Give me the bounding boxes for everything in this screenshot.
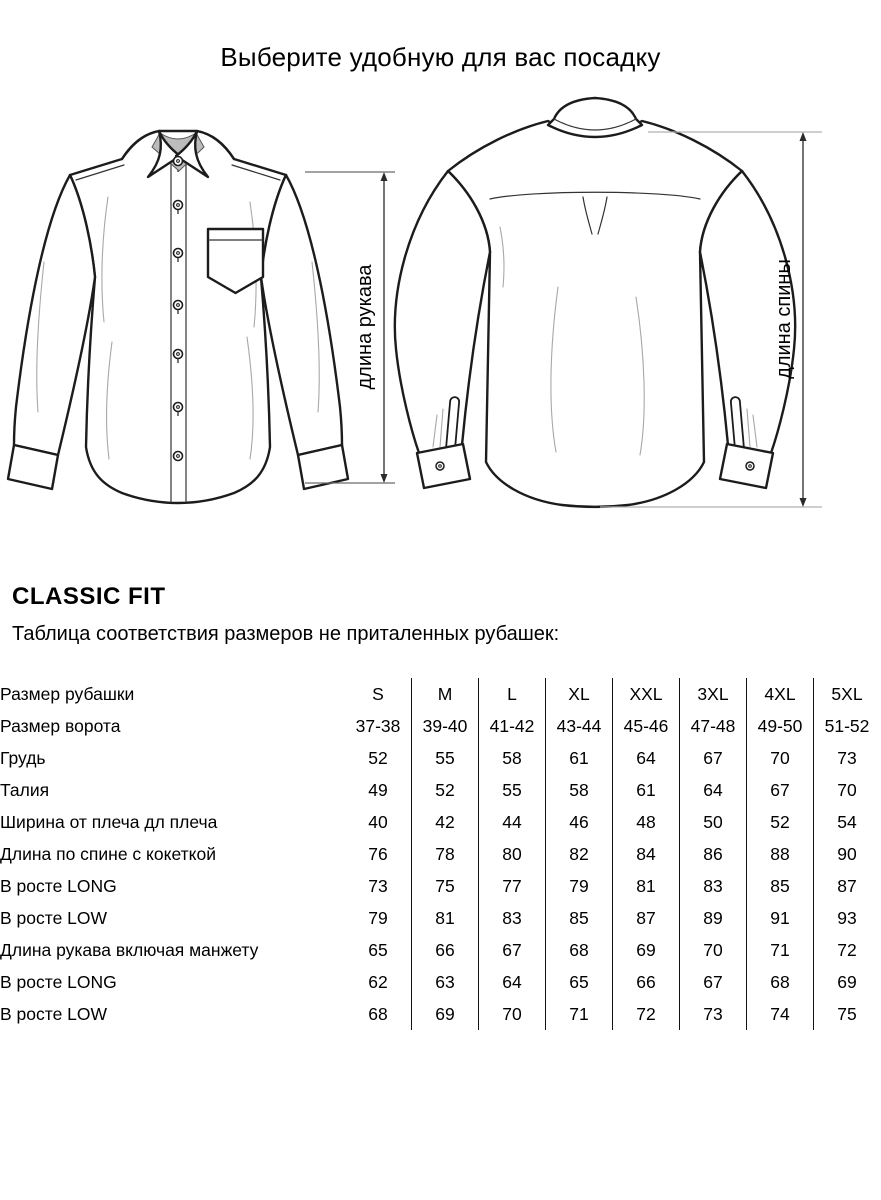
size-value-cell: 65 (368, 939, 388, 960)
size-value-cell: 87 (814, 870, 881, 902)
table-row (0, 998, 880, 1030)
size-value-cell: 64 (479, 966, 546, 998)
row-label: Длина рукава включая манжету (0, 939, 259, 960)
shirt-back-drawing (395, 98, 795, 507)
size-value-cell: 55 (479, 774, 546, 806)
size-value-cell: 81 (412, 902, 479, 934)
size-value-cell: 4XL (747, 678, 814, 710)
size-value-cell: 74 (747, 998, 814, 1030)
size-value-cell: XXL (613, 678, 680, 710)
size-value-cell: 79 (368, 907, 388, 928)
table-row (0, 710, 880, 742)
size-value-cell: S (372, 683, 384, 704)
size-value-cell: 44 (479, 806, 546, 838)
size-value-cell: 58 (479, 742, 546, 774)
row-label: Грудь (0, 747, 46, 768)
size-value-cell: 69 (412, 998, 479, 1030)
size-value-cell: 49-50 (747, 710, 814, 742)
size-value-cell: 80 (479, 838, 546, 870)
arrowhead-up (381, 172, 388, 181)
size-value-cell: 73 (814, 742, 881, 774)
row-label: В росте LOW (0, 1003, 108, 1024)
size-value-cell: 67 (680, 966, 747, 998)
row-label: Талия (0, 779, 50, 800)
size-value-cell: L (479, 678, 546, 710)
row-label: Размер рубашки (0, 683, 135, 704)
table-caption: Таблица соответствия размеров не приталенных рубашек: (12, 623, 560, 645)
table-row (0, 774, 880, 806)
size-value-cell: 78 (412, 838, 479, 870)
size-value-cell: 71 (546, 998, 613, 1030)
row-label: В росте LONG (0, 875, 117, 896)
size-value-cell: 48 (613, 806, 680, 838)
size-value-cell: 91 (747, 902, 814, 934)
size-value-cell: 68 (546, 934, 613, 966)
size-value-cell: 65 (546, 966, 613, 998)
size-value-cell: 52 (412, 774, 479, 806)
size-value-cell: 68 (747, 966, 814, 998)
size-value-cell: 40 (368, 811, 388, 832)
size-value-cell: 79 (546, 870, 613, 902)
size-value-cell: 63 (412, 966, 479, 998)
size-value-cell: 85 (546, 902, 613, 934)
table-row (0, 934, 880, 966)
size-value-cell: 73 (368, 875, 388, 896)
size-value-cell: 62 (368, 971, 388, 992)
size-value-cell: 70 (479, 998, 546, 1030)
size-value-cell: 87 (613, 902, 680, 934)
shirt-back-body (448, 121, 742, 507)
sleeve-length-label: длина рукава (354, 264, 376, 390)
size-value-cell: 43-44 (546, 710, 613, 742)
size-value-cell: 70 (814, 774, 881, 806)
size-value-cell: 52 (747, 806, 814, 838)
page-title: Выберите удобную для вас посадку (220, 42, 661, 72)
table-row (0, 870, 880, 902)
size-value-cell: 46 (546, 806, 613, 838)
size-value-cell: 61 (546, 742, 613, 774)
size-value-cell: 72 (814, 934, 881, 966)
size-value-cell: 68 (368, 1003, 388, 1024)
size-value-cell: 84 (613, 838, 680, 870)
size-value-cell: 58 (546, 774, 613, 806)
back-collar (548, 98, 642, 137)
shirt-diagrams (0, 87, 881, 537)
size-value-cell: 61 (613, 774, 680, 806)
size-value-cell: 70 (747, 742, 814, 774)
front-right-sleeve (261, 175, 342, 455)
size-value-cell: 76 (368, 843, 388, 864)
size-value-cell: 83 (479, 902, 546, 934)
size-value-cell: 66 (613, 966, 680, 998)
size-value-cell: 67 (747, 774, 814, 806)
size-value-cell: 47-48 (680, 710, 747, 742)
front-left-sleeve (14, 175, 95, 455)
size-value-cell: 41-42 (479, 710, 546, 742)
arrowhead-up (800, 132, 807, 141)
arrowhead-down (381, 474, 388, 483)
size-value-cell: 73 (680, 998, 747, 1030)
size-value-cell: 75 (814, 998, 881, 1030)
size-value-cell: 90 (814, 838, 881, 870)
size-value-cell: 39-40 (412, 710, 479, 742)
back-length-label: длина спины (773, 259, 795, 379)
size-value-cell: 82 (546, 838, 613, 870)
size-value-cell: 54 (814, 806, 881, 838)
size-value-cell: 45-46 (613, 710, 680, 742)
size-value-cell: 51-52 (814, 710, 881, 742)
fit-heading: CLASSIC FIT (12, 583, 166, 610)
size-value-cell: 66 (412, 934, 479, 966)
row-label: Размер ворота (0, 715, 121, 736)
shirt-front-body (70, 131, 286, 503)
size-value-cell: 37-38 (355, 715, 401, 736)
table-row (0, 902, 880, 934)
size-value-cell: XL (546, 678, 613, 710)
size-value-cell: 67 (479, 934, 546, 966)
size-value-cell: 42 (412, 806, 479, 838)
table-row (0, 966, 880, 998)
table-row (0, 806, 880, 838)
arrowhead-down (800, 498, 807, 507)
size-value-cell: 70 (680, 934, 747, 966)
size-value-cell: 69 (814, 966, 881, 998)
size-value-cell: 67 (680, 742, 747, 774)
table-row (0, 742, 880, 774)
row-label: Длина по спине с кокеткой (0, 843, 217, 864)
table-row (0, 838, 880, 870)
size-value-cell: 64 (680, 774, 747, 806)
size-value-cell: 64 (613, 742, 680, 774)
size-value-cell: 71 (747, 934, 814, 966)
row-label: В росте LOW (0, 907, 108, 928)
shirt-diagram-canvas (0, 87, 881, 537)
size-value-cell: 49 (368, 779, 388, 800)
size-value-cell: 86 (680, 838, 747, 870)
size-value-cell: 93 (814, 902, 881, 934)
size-value-cell: 3XL (680, 678, 747, 710)
size-value-cell: 75 (412, 870, 479, 902)
size-value-cell: 85 (747, 870, 814, 902)
row-label: Ширина от плеча дл плеча (0, 811, 218, 832)
size-value-cell: 81 (613, 870, 680, 902)
size-value-cell: 50 (680, 806, 747, 838)
table-row (0, 678, 880, 710)
size-value-cell: 52 (368, 747, 388, 768)
size-value-cell: M (412, 678, 479, 710)
size-value-cell: 55 (412, 742, 479, 774)
row-label: В росте LONG (0, 971, 117, 992)
size-value-cell: 77 (479, 870, 546, 902)
size-value-cell: 5XL (814, 678, 881, 710)
size-value-cell: 88 (747, 838, 814, 870)
size-value-cell: 83 (680, 870, 747, 902)
size-value-cell: 89 (680, 902, 747, 934)
size-value-cell: 72 (613, 998, 680, 1030)
size-value-cell: 69 (613, 934, 680, 966)
shirt-front-drawing (8, 131, 348, 503)
size-table (0, 678, 880, 1030)
